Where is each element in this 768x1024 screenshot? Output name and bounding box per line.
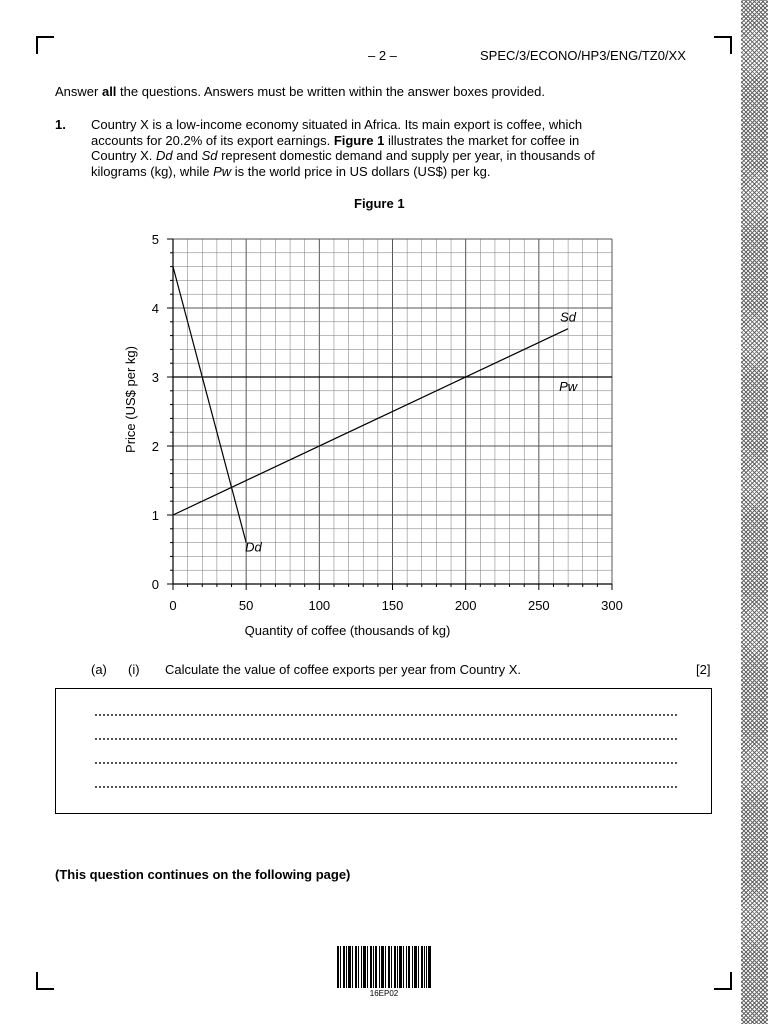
x-axis-label: Quantity of coffee (thousands of kg) <box>244 623 451 638</box>
marks: [2] <box>696 662 711 677</box>
y-tick-label: 5 <box>151 232 159 247</box>
y-tick-label: 2 <box>151 439 159 454</box>
barcode <box>337 946 431 988</box>
crop-mark-bottom-left <box>36 972 54 990</box>
x-tick-label: 100 <box>308 598 331 613</box>
x-tick-label: 200 <box>454 598 477 613</box>
crop-mark-top-right <box>714 36 732 54</box>
x-tick-label: 250 <box>527 598 550 613</box>
series-line-sd <box>173 329 568 515</box>
x-tick-label: 150 <box>381 598 404 613</box>
figure-1-chart <box>110 225 630 645</box>
continues-note: (This question continues on the following page) <box>55 867 351 882</box>
x-tick-label: 300 <box>601 598 623 613</box>
question-stem: Country X is a low-income economy situated in Africa. Its main export is coffee, which accounts for 20.2% of its export earnings. Figure 1 illustrates the market for coffee in Country X. Dd and Sd represent domestic demand and supply per year, in thousands of kilograms (kg), while Pw is the world price in US dollars (US$) per kg. <box>91 117 595 179</box>
barcode-text: 16EP02 <box>369 989 399 998</box>
y-tick-label: 4 <box>151 301 159 316</box>
series-label-pw: Pw <box>559 379 578 394</box>
x-tick-label: 50 <box>238 598 254 613</box>
y-tick-label: 3 <box>151 370 159 385</box>
y-axis-label: Price (US$ per kg) <box>123 346 138 453</box>
margin-hatch <box>741 0 768 1024</box>
subpart-label: (i) <box>128 662 140 677</box>
crop-mark-bottom-right <box>714 972 732 990</box>
answer-line[interactable] <box>95 762 677 764</box>
answer-line[interactable] <box>95 714 677 716</box>
paper-code: SPEC/3/ECONO/HP3/ENG/TZ0/XX <box>480 48 686 63</box>
y-tick-label: 1 <box>151 508 159 523</box>
part-a-question: Calculate the value of coffee exports per year from Country X. <box>165 662 521 677</box>
instructions: Answer all the questions. Answers must be written within the answer boxes provided. <box>55 84 545 99</box>
answer-box[interactable] <box>55 688 712 814</box>
page-number: – 2 – <box>368 48 397 63</box>
x-tick-label: 0 <box>169 598 177 613</box>
y-tick-label: 0 <box>151 577 159 592</box>
crop-mark-top-left <box>36 36 54 54</box>
part-label: (a) <box>91 662 107 677</box>
series-label-dd: Dd <box>245 539 262 555</box>
figure-title: Figure 1 <box>354 196 405 211</box>
series-label-sd: Sd <box>560 309 577 325</box>
question-number: 1. <box>55 117 66 132</box>
answer-line[interactable] <box>95 786 677 788</box>
answer-line[interactable] <box>95 738 677 740</box>
